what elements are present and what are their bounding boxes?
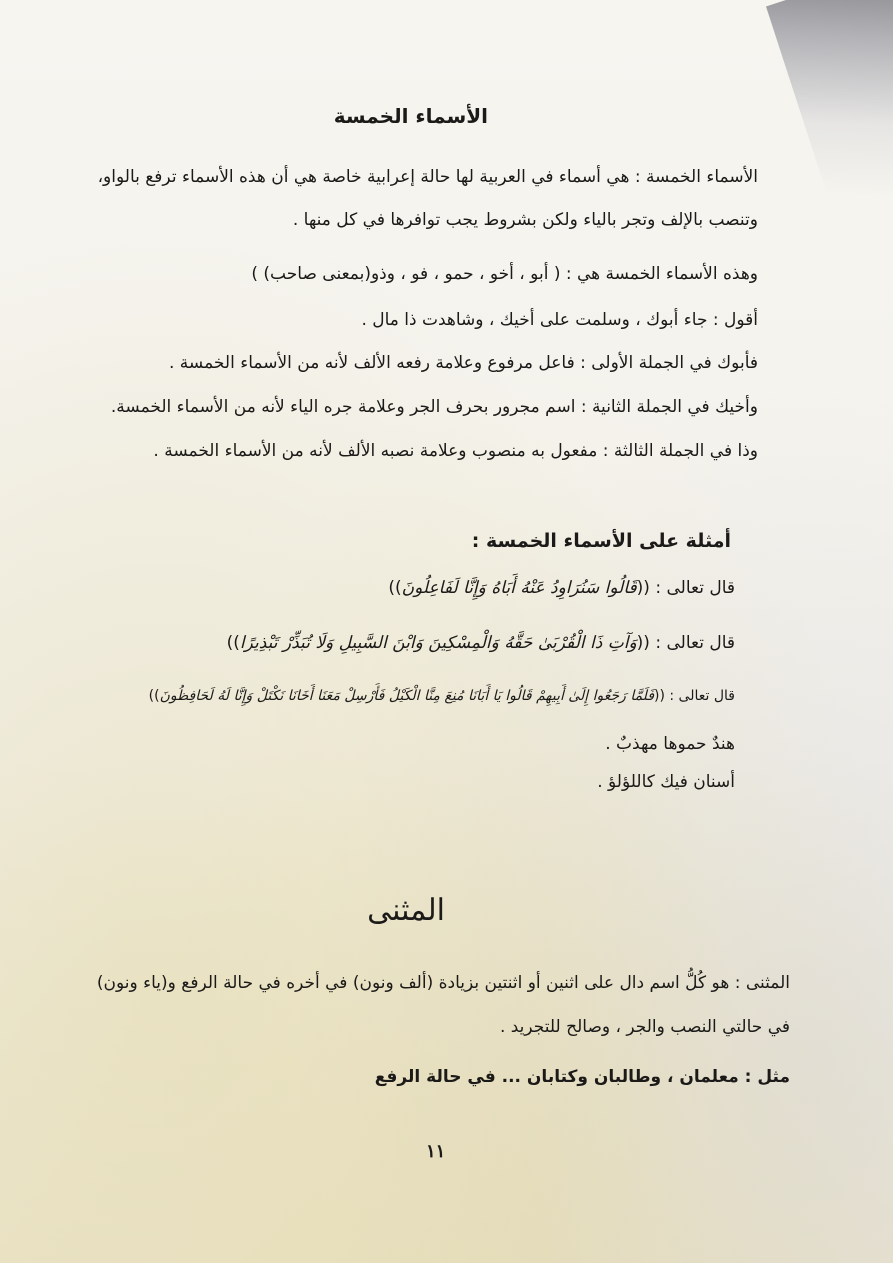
section-title-five-nouns: الأسماء الخمسة xyxy=(333,104,488,128)
dual-definition-line-2: في حالتي النصب والجر ، وصالح للتجريد . xyxy=(499,1017,790,1037)
quran-example-1 xyxy=(388,578,735,598)
definition-line-1: الأسماء الخمسة : هي أسماء في العربية لها حالة إعرابية خاصة هي أن هذه الأسماء ترفع بالواو، xyxy=(97,167,758,187)
quran-verse: وَآتِ ذَا الْقُرْبَىٰ حَقَّهُ وَالْمِسْكِينَ وَابْنَ السَّبِيلِ وَلَا تُبَذِّرْ تَبْذِيرًا xyxy=(239,633,637,653)
quran-prefix: قال تعالى : (( xyxy=(636,633,735,653)
example-sentence-hind: هندٌ حموها مهذبٌ . xyxy=(605,734,735,754)
quran-prefix: قال تعالى : (( xyxy=(636,578,735,598)
quran-suffix: )) xyxy=(388,578,402,598)
example-sentence-line: أقول : جاء أبوك ، وسلمت على أخيك ، وشاهدت ذا مال . xyxy=(361,310,758,330)
quran-suffix: )) xyxy=(226,633,240,653)
quran-example-3 xyxy=(149,688,735,704)
quran-example-2 xyxy=(227,633,735,653)
section-title-dual: المثنى xyxy=(367,893,445,928)
explanation-line-3: وذا في الجملة الثالثة : مفعول به منصوب وعلامة نصبه الألف لأنه من الأسماء الخمسة . xyxy=(153,441,758,461)
quran-verse: قَالُوا سَنُرَاوِدُ عَنْهُ أَبَاهُ وَإِنَّا لَفَاعِلُونَ xyxy=(401,578,637,598)
page-number: ١١ xyxy=(426,1141,446,1162)
nouns-list-line: وهذه الأسماء الخمسة هي : ( أبو ، أخو ، حمو ، فو ، وذو(بمعنى صاحب) ) xyxy=(251,264,758,284)
example-sentence-teeth: أسنان فيك كاللؤلؤ . xyxy=(597,772,735,792)
quran-verse: فَلَمَّا رَجَعُوا إِلَىٰ أَبِيهِمْ قَالُوا يَا أَبَانَا مُنِعَ مِنَّا الْكَيْلُ فَأَرْسِلْ مَعَنَا أَخَانَا نَكْتَلْ وَإِنَّا لَهُ لَحَافِظُونَ xyxy=(159,688,655,704)
explanation-line-1: فأبوك في الجملة الأولى : فاعل مرفوع وعلامة رفعه الألف لأنه من الأسماء الخمسة . xyxy=(169,353,758,373)
dual-example-line: مثل : معلمان ، وطالبان وكتابان ... في حالة الرفع xyxy=(374,1067,790,1087)
quran-prefix: قال تعالى : (( xyxy=(654,688,735,704)
examples-title: أمثلة على الأسماء الخمسة : xyxy=(471,530,731,552)
explanation-line-2: وأخيك في الجملة الثانية : اسم مجرور بحرف الجر وعلامة جره الياء لأنه من الأسماء الخمسة. xyxy=(110,397,758,417)
dual-definition-line-1: المثنى : هو كُلُّ اسم دال على اثنين أو اثنتين بزيادة (ألف ونون) في أخره في حالة الرفع و(ياء ونون) xyxy=(96,973,790,993)
quran-suffix: )) xyxy=(148,688,160,704)
definition-line-2: وتنصب بالإلف وتجر بالياء ولكن بشروط يجب توافرها في كل منها . xyxy=(292,210,758,230)
